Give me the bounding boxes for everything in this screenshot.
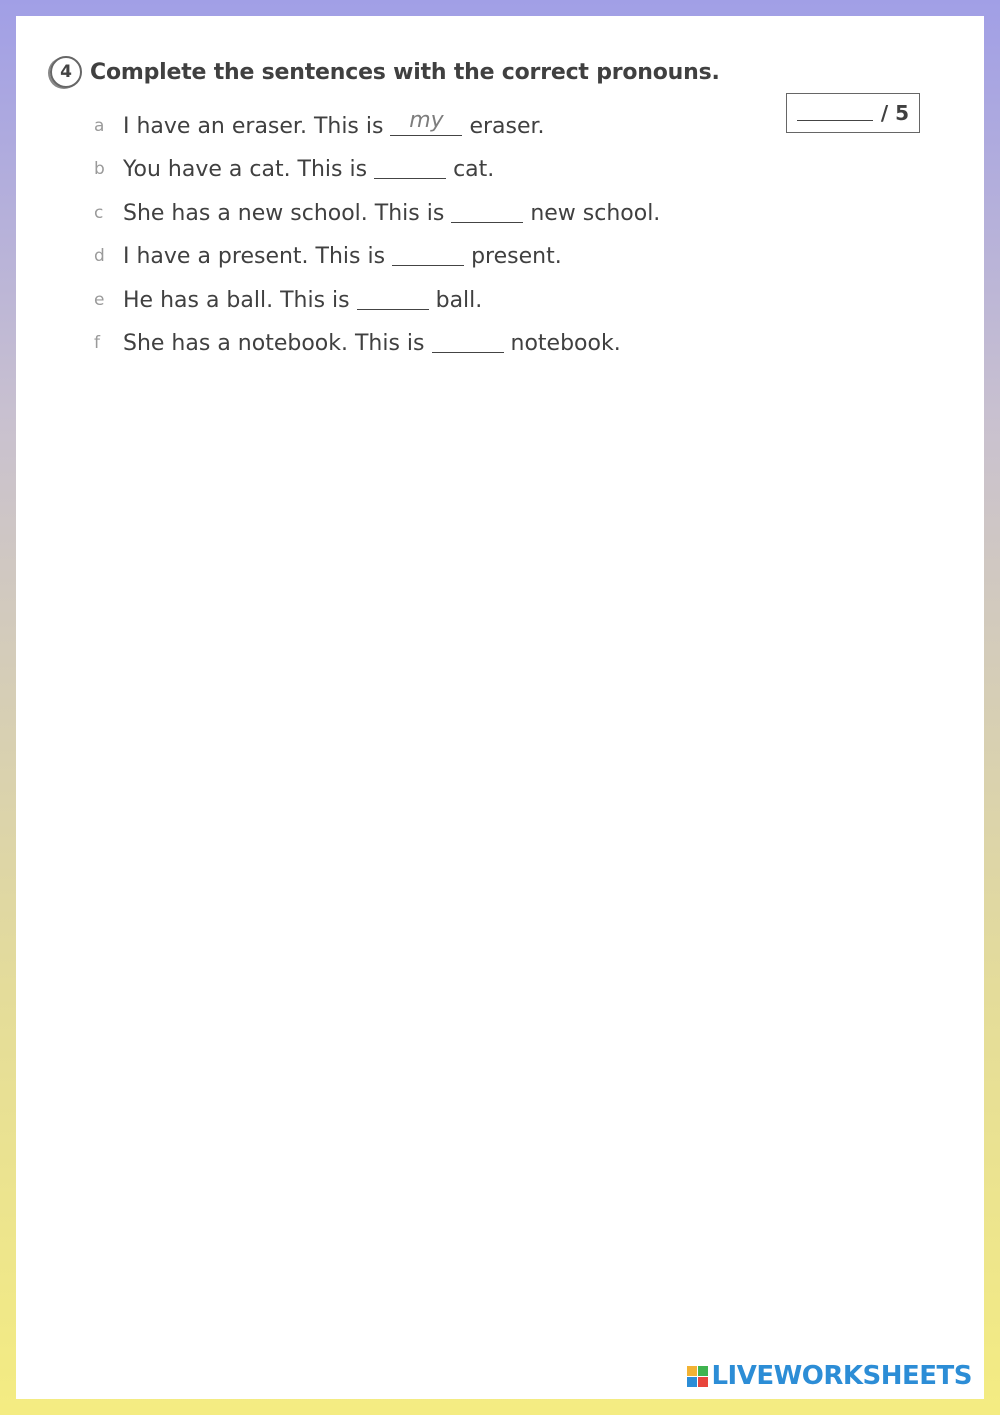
answer-blank-a[interactable] — [390, 109, 462, 136]
sentence-end: ball. — [435, 287, 483, 313]
logo-text: LIVEWORKSHEETS — [711, 1361, 972, 1391]
item-letter: d — [94, 246, 105, 266]
sentence-end: cat. — [453, 156, 495, 182]
item-letter: a — [94, 116, 105, 136]
item-letter: b — [94, 159, 105, 179]
score-box — [786, 93, 920, 133]
sentence-start: You have a cat. This is — [123, 156, 368, 182]
answer-blank-d[interactable] — [392, 239, 464, 266]
exercise-number-badge — [50, 56, 82, 88]
example-answer: my — [409, 107, 444, 133]
score-input-line[interactable] — [797, 106, 873, 121]
item-letter: f — [94, 333, 100, 353]
exercise-item-b — [94, 151, 494, 187]
exercise-instruction: Complete the sentences with the correct pronouns. — [90, 59, 720, 85]
sentence-end: notebook. — [510, 330, 621, 356]
exercise-item-f — [94, 325, 621, 361]
sentence-end: new school. — [530, 200, 661, 226]
exercise-heading — [50, 54, 720, 90]
sentence-start: She has a notebook. This is — [123, 330, 425, 356]
answer-blank-f[interactable] — [432, 326, 504, 353]
worksheet-page — [16, 16, 984, 1399]
exercise-item-a — [94, 108, 545, 144]
liveworksheets-logo[interactable] — [687, 1361, 972, 1391]
liveworksheets-logo-icon — [687, 1366, 708, 1387]
exercise-item-e — [94, 282, 482, 318]
sentence-start: I have an eraser. This is — [123, 113, 384, 139]
exercise-item-c — [94, 195, 660, 231]
sentence-start: He has a ball. This is — [123, 287, 350, 313]
item-letter: e — [94, 290, 105, 310]
score-total: / 5 — [880, 101, 909, 125]
exercise-number: 4 — [60, 62, 72, 82]
sentence-start: She has a new school. This is — [123, 200, 445, 226]
answer-blank-b[interactable] — [374, 152, 446, 179]
sentence-end: present. — [471, 243, 562, 269]
answer-blank-e[interactable] — [357, 283, 429, 310]
sentence-end: eraser. — [469, 113, 545, 139]
exercise-item-d — [94, 238, 562, 274]
answer-blank-c[interactable] — [451, 196, 523, 223]
item-letter: c — [94, 203, 104, 223]
sentence-start: I have a present. This is — [123, 243, 386, 269]
